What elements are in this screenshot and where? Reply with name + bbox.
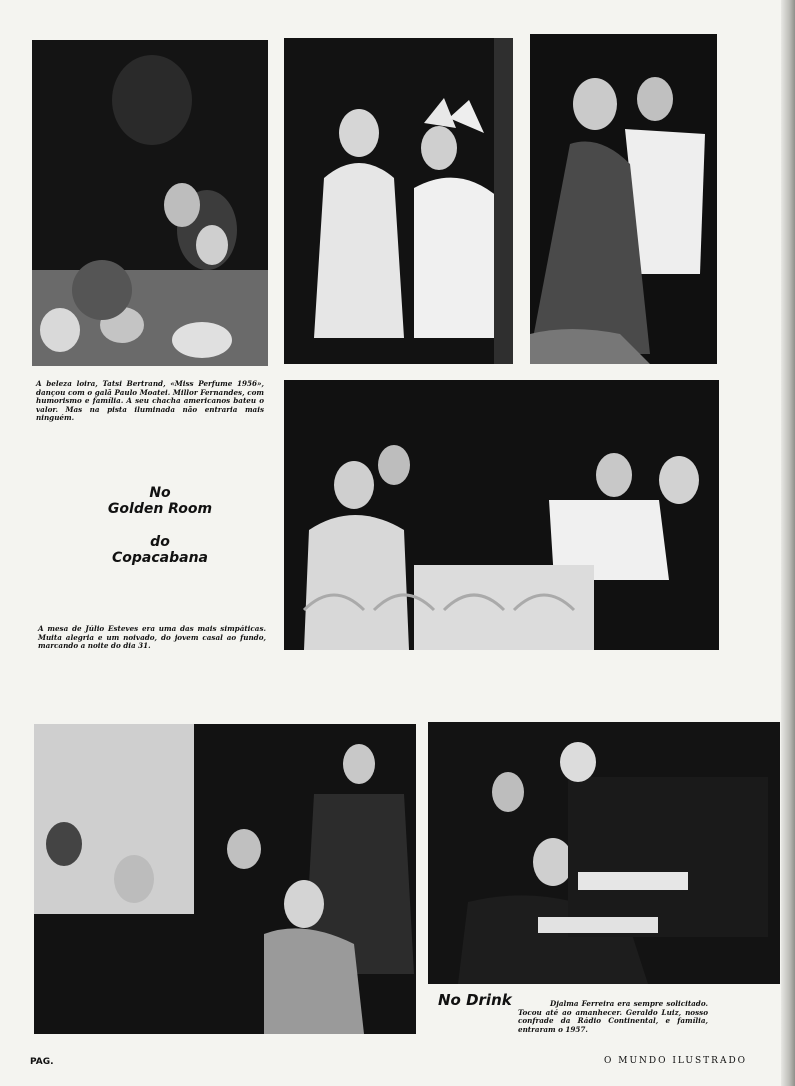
caption-middle-left: A mesa de Júlio Esteves era uma das mais simpáticas. Muita alegria e um noivado, do jovem casal ao fundo, marcando a noite do dia 31. — [38, 624, 266, 651]
photo-group-at-table — [34, 724, 416, 1034]
heading-copacabana: Copacabana — [112, 550, 208, 566]
photo-golden-room-table — [284, 380, 719, 650]
heading-golden-room: Golden Room — [107, 501, 213, 517]
caption-top-left: A beleza loira, Tatsi Bertrand, «Miss Perfume 1956», dançou com o galã Paulo Moatei. Millor Fernandes, com humorismo e família. A seu chacha americanos bateu o valor. Mas na pista iluminada não entraria mais ninguém. — [36, 379, 264, 423]
photo-party-table — [32, 40, 268, 366]
photo-no-drink-piano — [428, 722, 780, 984]
caption-no-drink: Djalma Ferreira era sempre solicitado. Tocou até ao amanhecer. Geraldo Luiz, nosso confrade da Rádio Continental, e família, entraram o 1957. — [518, 999, 708, 1034]
photo-dancing-couple — [530, 34, 717, 364]
no-drink-title: No Drink — [438, 991, 512, 1009]
magazine-name: O MUNDO ILUSTRADO — [604, 1056, 748, 1066]
photo-couple-paper-hats — [284, 38, 513, 364]
page-binding-edge — [781, 0, 795, 1086]
heading-do: do — [150, 534, 170, 550]
heading-no: No — [149, 485, 171, 501]
page-number-label: PAG. — [30, 1057, 54, 1067]
